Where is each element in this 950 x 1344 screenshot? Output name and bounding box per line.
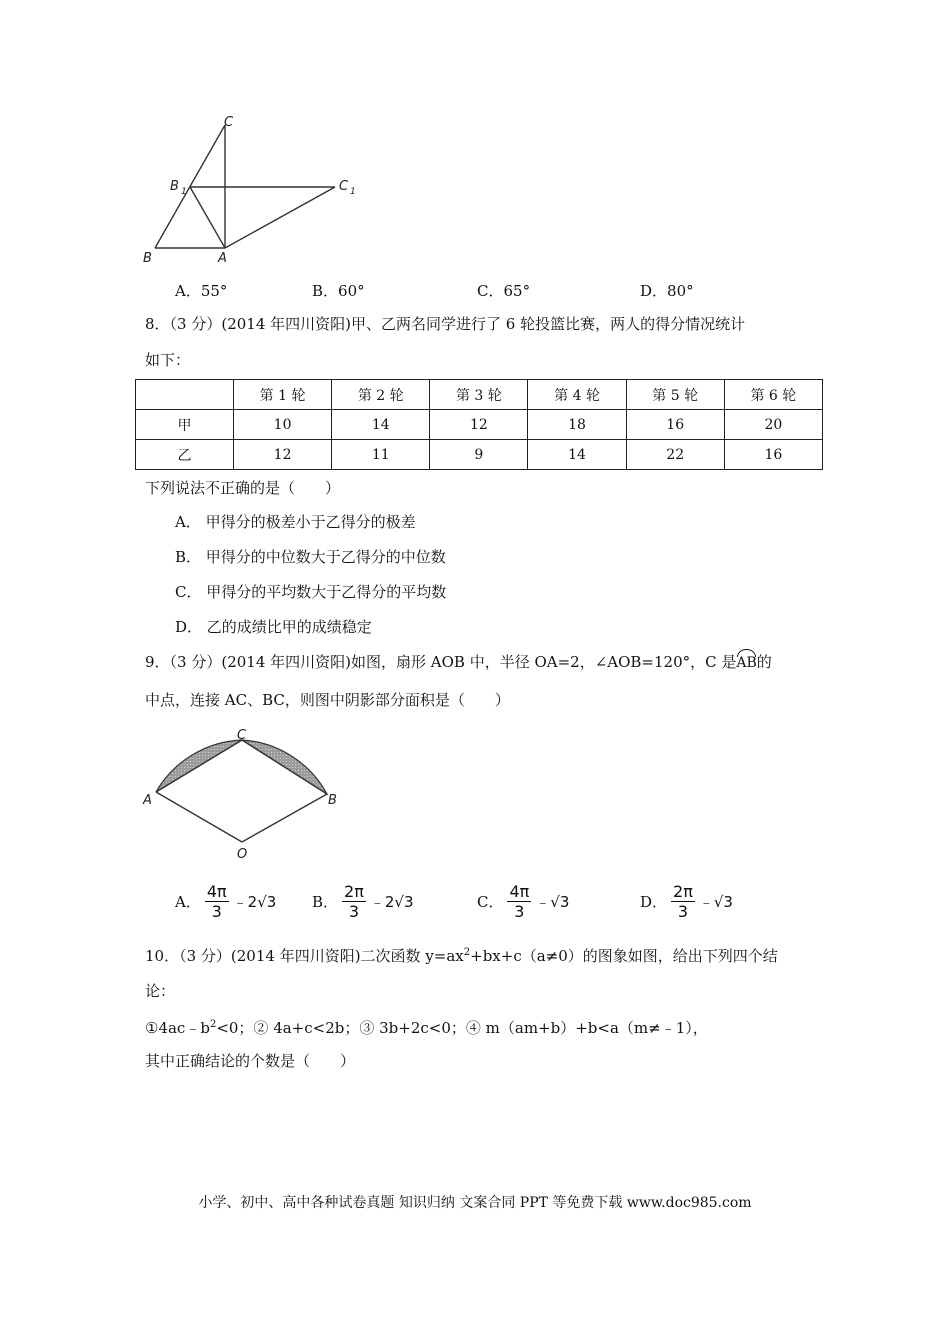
numerator: 4π [206, 882, 227, 901]
q7-option-a: A．55° [175, 282, 228, 300]
q9-option-a-letter: A． [175, 893, 201, 911]
table-row [136, 410, 823, 440]
label-A: A [143, 793, 152, 808]
table-header-cell: 第 4 轮 [528, 380, 626, 410]
q10-cond-b: <0；② 4a+c<2b；③ 3b+2c<0；④ m（am+b）+b<a（m≠﹣1）， [216, 1019, 708, 1037]
q9-option-d-tail: ﹣√3 [698, 893, 733, 911]
label-C1-sub: 1 [350, 187, 356, 197]
q9-option-c-tail: ﹣√3 [535, 893, 570, 911]
q9-option-a [175, 882, 276, 921]
fraction [671, 882, 695, 921]
table-cell: 9 [430, 440, 528, 470]
table-cell: 22 [626, 440, 724, 470]
label-B1: B [170, 179, 179, 194]
q10-cond-a: ①4ac﹣b [145, 1019, 210, 1037]
denominator: 3 [514, 902, 525, 921]
label-B1-sub: 1 [181, 187, 187, 197]
label-C: C [237, 728, 247, 743]
label-C1: C [339, 179, 349, 194]
table-cell: 乙 [136, 440, 234, 470]
fraction [507, 882, 531, 921]
q8-option-a: A． 甲得分的极差小于乙得分的极差 [175, 513, 416, 531]
denominator: 3 [677, 902, 689, 921]
fraction [205, 882, 229, 921]
q10-cond-sup: 2 [209, 1019, 217, 1030]
table-cell: 18 [528, 410, 626, 440]
q10-stem-line1 [145, 943, 778, 966]
label-O: O [237, 847, 248, 862]
q10-stem-sup: 2 [463, 947, 471, 958]
q8-stem-line1: 8．（3 分）(2014 年四川资阳)甲、乙两名同学进行了 6 轮投篮比赛，两人的得分情况统计 [145, 315, 746, 333]
q9-option-b-letter: B． [312, 893, 339, 911]
q9-stem-text-a: 9．（3 分）(2014 年四川资阳)如图，扇形 AOB 中，半径 OA=2，∠AOB=120°，C 是 [145, 653, 737, 671]
sector-figure [138, 724, 348, 864]
table-header-cell [136, 380, 234, 410]
fraction [342, 882, 366, 921]
table-cell: 10 [234, 410, 332, 440]
q8-option-d: D． 乙的成绩比甲的成绩稳定 [175, 618, 372, 636]
label-B: B [328, 793, 337, 808]
q9-option-a-tail: ﹣2√3 [232, 893, 277, 911]
table-cell: 16 [724, 440, 822, 470]
q10-stem-a: 10．（3 分）(2014 年四川资阳)二次函数 y=ax [145, 947, 464, 965]
table-cell: 12 [430, 410, 528, 440]
denominator: 3 [211, 902, 222, 921]
label-B: B [143, 251, 152, 266]
q10-conditions [145, 1015, 708, 1038]
q10-prompt: 其中正确结论的个数是（ ） [145, 1052, 356, 1070]
q10-stem-b: +bx+c（a≠0）的图象如图，给出下列四个结 [470, 947, 778, 965]
q9-option-c-letter: C． [477, 893, 504, 911]
q10-stem-line2: 论： [145, 982, 176, 1000]
table-header-cell: 第 6 轮 [724, 380, 822, 410]
q9-option-b [312, 882, 414, 921]
q8-option-b: B． 甲得分的中位数大于乙得分的中位数 [175, 548, 446, 566]
q9-option-b-tail: ﹣2√3 [369, 893, 414, 911]
table-cell: 12 [234, 440, 332, 470]
numerator: 2π [673, 882, 693, 901]
score-table [135, 379, 823, 470]
table-cell: 14 [332, 410, 430, 440]
q8-option-c: C． 甲得分的平均数大于乙得分的平均数 [175, 583, 447, 601]
table-cell: 20 [724, 410, 822, 440]
q7-option-d: D．80° [640, 282, 694, 300]
q9-option-d-letter: D． [640, 893, 668, 911]
q9-stem-line2: 中点，连接 AC、BC，则图中阴影部分面积是（ ） [145, 691, 510, 709]
table-row [136, 440, 823, 470]
table-header-row [136, 380, 823, 410]
table-header-cell: 第 3 轮 [430, 380, 528, 410]
label-C: C [224, 115, 234, 130]
table-cell: 14 [528, 440, 626, 470]
q9-stem-text-b: 的 [756, 653, 772, 671]
label-A: A [218, 251, 227, 266]
q8-stem-line2: 如下： [145, 351, 191, 369]
triangle-figure [140, 110, 370, 270]
arc-ab-label: AB [736, 655, 757, 671]
q7-option-c: C．65° [477, 282, 531, 300]
page-footer: 小学、初中、高中各种试卷真题 知识归纳 文案合同 PPT 等免费下载 www.doc985.com [198, 1195, 752, 1211]
q9-stem-line1 [145, 652, 772, 673]
q8-prompt: 下列说法不正确的是（ ） [145, 479, 341, 497]
numerator: 2π [344, 882, 364, 901]
q7-option-b: B．60° [312, 282, 365, 300]
q9-option-d [640, 882, 733, 921]
table-cell: 11 [332, 440, 430, 470]
q9-option-c [477, 882, 569, 921]
denominator: 3 [348, 902, 360, 921]
numerator: 4π [509, 882, 530, 901]
table-cell: 16 [626, 410, 724, 440]
table-header-cell: 第 1 轮 [234, 380, 332, 410]
table-header-cell: 第 5 轮 [626, 380, 724, 410]
table-cell: 甲 [136, 410, 234, 440]
table-header-cell: 第 2 轮 [332, 380, 430, 410]
